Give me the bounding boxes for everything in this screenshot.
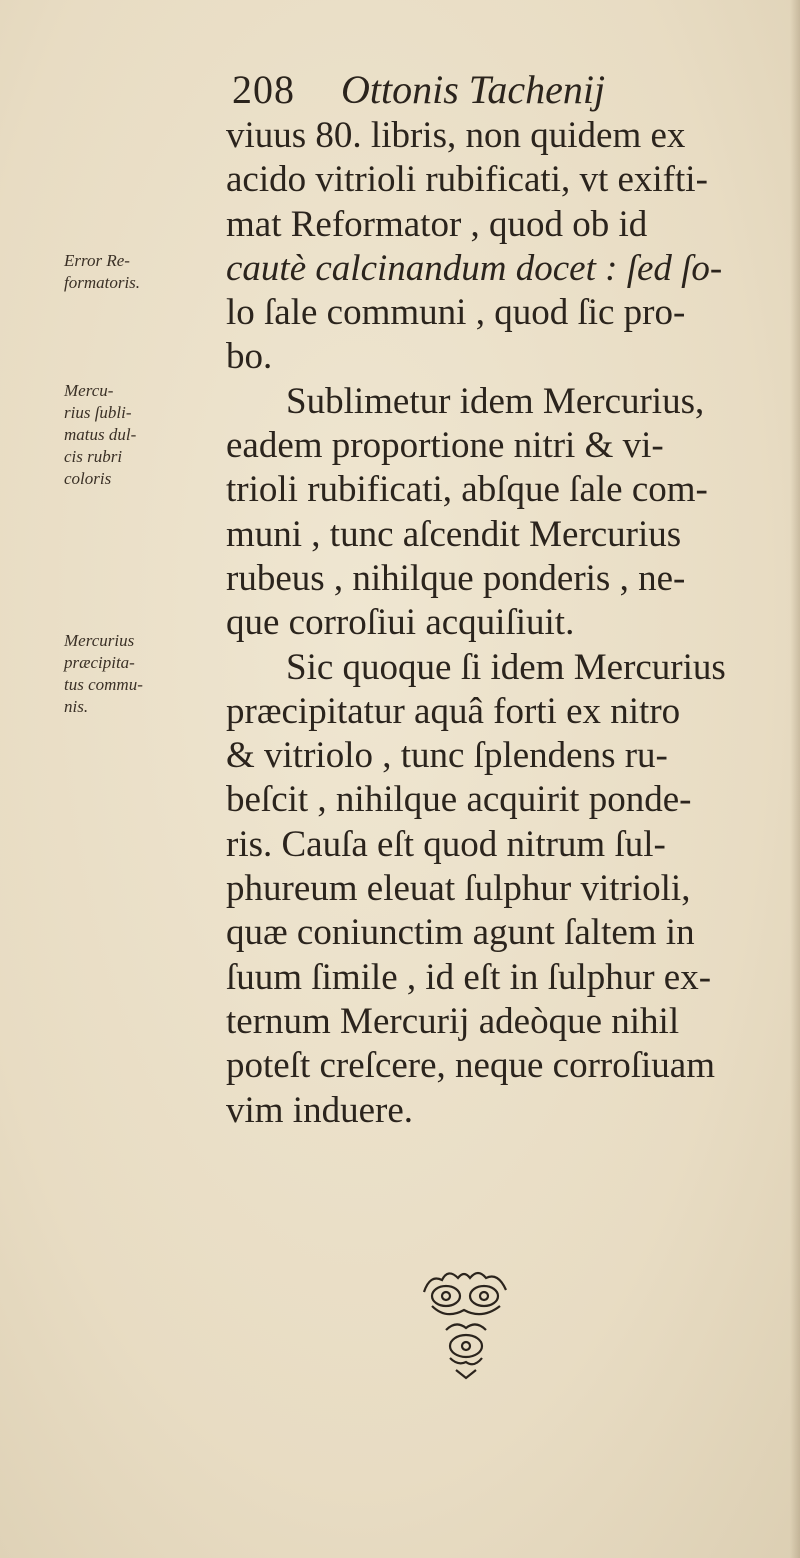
margin-note-line: tus commu-	[64, 675, 143, 694]
margin-note-line: coloris	[64, 469, 112, 488]
text-line: ris. Cauſa eſt quod nitrum ſul-	[226, 823, 666, 865]
text-line: que corroſiui acquiſiuit.	[226, 602, 575, 644]
text-line: ternum Mercurij adeòque nihil	[226, 1000, 680, 1042]
text-span: cautè calcinandum docet : ſed ſo-	[226, 247, 723, 289]
text-line: viuus 80. libris, non quidem ex	[226, 115, 686, 156]
margin-note-line: Mercurius	[64, 631, 135, 650]
text-line: eadem proportione nitri & vi-	[226, 425, 664, 467]
text-line: rubeus , nihilque ponderis , ne-	[226, 557, 686, 599]
text-line: trioli rubificati, abſque ſale com-	[226, 469, 708, 511]
text-line: ſuum ſimile , id eſt in ſulphur ex-	[226, 956, 712, 998]
page-number: 208	[232, 67, 295, 112]
text-line: poteſt creſcere, neque corroſiuam	[226, 1045, 715, 1087]
text-line: bo.	[226, 336, 273, 378]
paragraph-start-line: Sic quoque ſi idem Mercurius	[286, 646, 726, 688]
text-line: & vitriolo , tunc ſplendens ru-	[226, 735, 668, 777]
margin-note-line: nis.	[64, 697, 89, 716]
text-line: lo ſale communi , quod ſic pro-	[226, 292, 686, 334]
page-edge-shadow	[790, 0, 800, 1558]
paragraph-start-line: Sublimetur idem Mercurius,	[286, 380, 705, 422]
fleuron-ornament-icon	[416, 1262, 516, 1382]
text-line: beſcit , nihilque acquirit ponde-	[226, 779, 692, 821]
margin-note-line: rius ſubli-	[64, 403, 132, 422]
text-line: mat Reformator , quod ob id	[226, 203, 648, 245]
text-line: muni , tunc aſcendit Mercurius	[226, 513, 682, 555]
text-line: acido vitrioli rubificati, vt exifti-	[226, 159, 708, 201]
margin-note-line: cis rubri	[64, 447, 123, 466]
margin-note-line: formatoris.	[64, 273, 141, 292]
margin-note-mercurius-praecipitatus	[64, 630, 214, 718]
margin-note-error-reformatoris	[64, 250, 214, 294]
margin-note-mercurius-sublimatus	[64, 380, 214, 490]
text-line: vim induere.	[226, 1089, 414, 1131]
margin-note-line: Error Re-	[64, 251, 130, 270]
margin-note-line: matus dul-	[64, 425, 137, 444]
running-title: Ottonis Tachenij	[341, 67, 606, 112]
running-head	[232, 60, 732, 120]
margin-note-line: Mercu-	[64, 381, 114, 400]
body-text	[226, 114, 776, 1133]
margin-note-line: præcipita-	[64, 653, 135, 672]
text-line: phureum eleuat ſulphur vitrioli,	[226, 868, 691, 910]
text-line	[226, 247, 776, 291]
text-line: præcipitatur aquâ forti ex nitro	[226, 690, 681, 732]
text-line: quæ coniunctim agunt ſaltem in	[226, 912, 695, 954]
